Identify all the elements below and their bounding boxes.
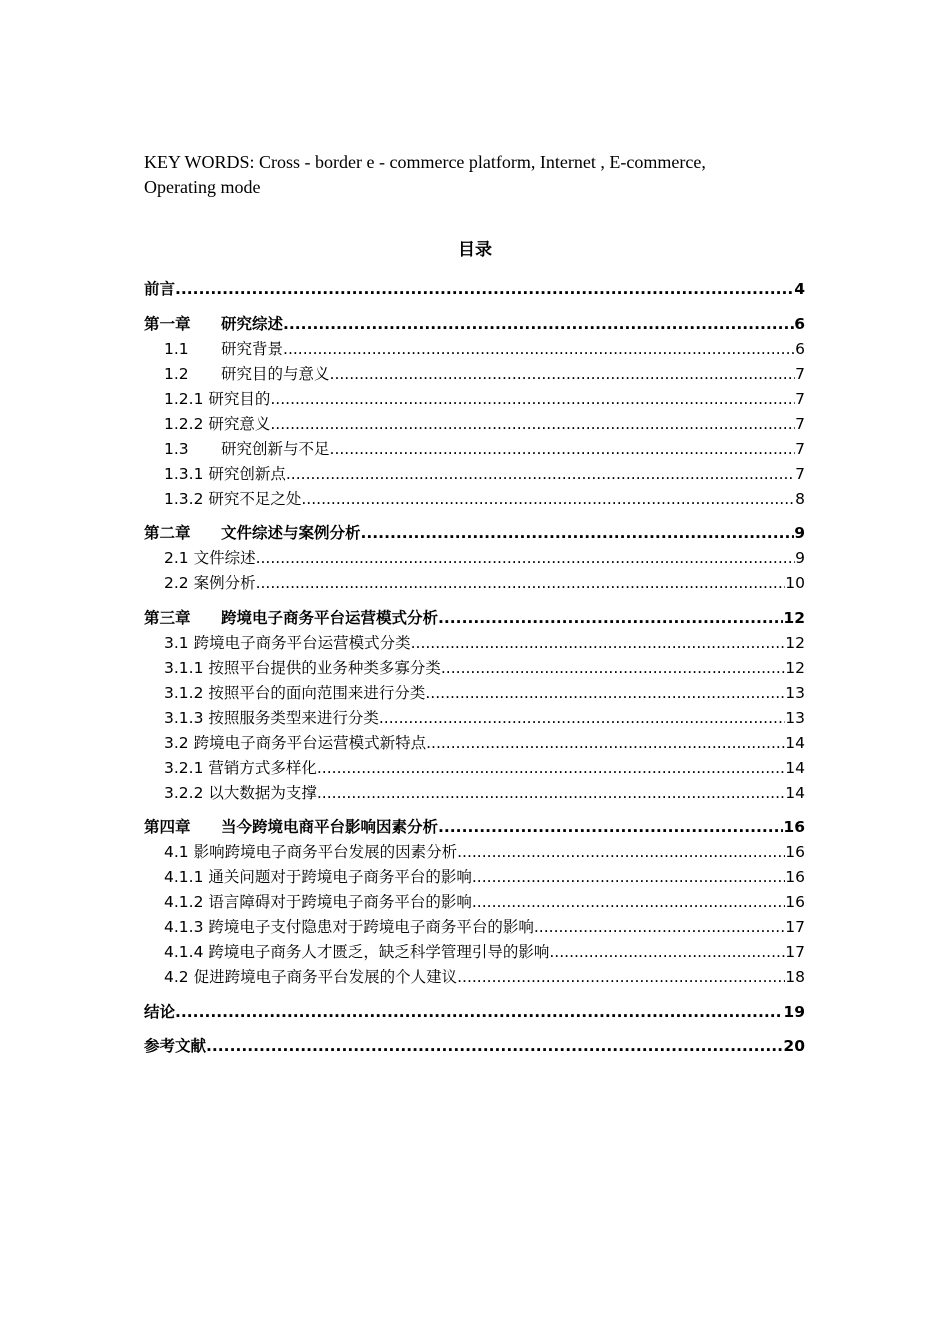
toc-entry-3-1-1[interactable] xyxy=(144,656,805,681)
toc-entry-2-1[interactable] xyxy=(144,546,805,571)
toc-entry-page: 17 xyxy=(785,918,805,936)
toc-leader-dots xyxy=(175,1000,783,1025)
toc-section-number: 1.1 xyxy=(164,339,189,358)
toc-entry-label: 4.1.1 通关问题对于跨境电子商务平台的影响 xyxy=(164,868,472,886)
toc-leader-dots xyxy=(286,462,795,487)
toc-leader-dots xyxy=(175,277,794,302)
toc-chapter-number: 第三章 xyxy=(144,608,191,627)
toc-leader-dots xyxy=(317,781,785,806)
toc-entry-page: 7 xyxy=(795,414,805,433)
toc-entry-4-1[interactable] xyxy=(144,840,805,865)
toc-entry-label: 研究背景 xyxy=(221,339,284,358)
toc-entry-page: 12 xyxy=(783,608,805,627)
toc-entry-4-1-3[interactable] xyxy=(144,915,805,940)
toc-entry-page: 8 xyxy=(795,489,805,508)
toc-entry-chapter-4[interactable] xyxy=(144,815,805,840)
toc-leader-dots xyxy=(283,312,794,337)
toc-leader-dots xyxy=(301,487,795,512)
toc-entry-1-3[interactable] xyxy=(144,437,805,462)
toc-leader-dots xyxy=(472,890,785,915)
toc-leader-dots xyxy=(270,387,795,412)
toc-entry-label: 研究目的与意义 xyxy=(221,364,330,383)
toc-entry-page: 13 xyxy=(785,708,805,727)
toc-entry-page: 20 xyxy=(783,1037,805,1055)
toc-chapter-number: 第二章 xyxy=(144,524,191,542)
toc-entry-1-2[interactable] xyxy=(144,362,805,387)
toc-leader-dots xyxy=(379,706,785,731)
toc-leader-dots xyxy=(256,546,796,571)
toc-entry-label: 1.3.1 研究创新点 xyxy=(164,464,286,483)
toc-entry-page: 4 xyxy=(794,280,805,298)
toc-leader-dots xyxy=(270,412,795,437)
toc-leader-dots xyxy=(438,815,783,840)
toc-entry-label: 3.1.2 按照平台的面向范围来进行分类 xyxy=(164,683,426,702)
toc-entry-page: 16 xyxy=(785,843,805,861)
toc-leader-dots xyxy=(411,631,786,656)
toc-entry-page: 14 xyxy=(785,758,805,777)
toc-entry-label: 3.2.1 营销方式多样化 xyxy=(164,758,317,777)
toc-leader-dots xyxy=(330,362,796,387)
toc-entry-label: 2.1 文件综述 xyxy=(164,549,256,567)
toc-entry-1-1[interactable] xyxy=(144,337,805,362)
toc-section-number: 1.3 xyxy=(164,439,189,458)
toc-entry-2-2[interactable] xyxy=(144,571,805,596)
toc-entry-label: 参考文献 xyxy=(144,1037,207,1055)
toc-entry-label: 文件综述与案例分析 xyxy=(221,524,361,542)
toc-section-number: 1.2 xyxy=(164,364,189,383)
toc-entry-page: 13 xyxy=(785,683,805,702)
toc-entry-label: 3.1.1 按照平台提供的业务种类多寡分类 xyxy=(164,658,441,677)
toc-entry-chapter-1[interactable] xyxy=(144,312,805,337)
toc-entry-page: 17 xyxy=(785,943,805,961)
toc-leader-dots xyxy=(256,571,786,596)
toc-entry-page: 6 xyxy=(794,314,805,333)
toc-entry-label: 3.1 跨境电子商务平台运营模式分类 xyxy=(164,633,411,652)
toc-entry-label: 结论 xyxy=(144,1002,176,1021)
toc-entry-preface[interactable] xyxy=(144,277,805,302)
toc-leader-dots xyxy=(330,437,796,462)
toc-entry-label: 研究创新与不足 xyxy=(221,439,330,458)
toc-leader-dots xyxy=(361,521,795,546)
toc-entry-page: 18 xyxy=(785,968,805,986)
toc-entry-page: 16 xyxy=(785,893,805,911)
toc-entry-label: 4.2 促进跨境电子商务平台发展的个人建议 xyxy=(164,968,458,986)
toc-entry-3-1-3[interactable] xyxy=(144,706,805,731)
toc-leader-dots xyxy=(283,337,795,362)
toc-entry-3-2[interactable] xyxy=(144,731,805,756)
toc-entry-3-2-1[interactable] xyxy=(144,756,805,781)
toc-entry-page: 19 xyxy=(783,1002,805,1021)
toc-entry-label: 4.1.2 语言障碍对于跨境电子商务平台的影响 xyxy=(164,893,472,911)
toc-entry-page: 6 xyxy=(795,339,805,358)
toc-entry-chapter-2[interactable] xyxy=(144,521,805,546)
toc-entry-4-1-4[interactable] xyxy=(144,940,805,965)
toc-entry-label: 前言 xyxy=(144,280,176,298)
toc-entry-1-2-2[interactable] xyxy=(144,412,805,437)
toc-entry-chapter-3[interactable] xyxy=(144,606,805,631)
toc-entry-3-1[interactable] xyxy=(144,631,805,656)
keywords-paragraph xyxy=(144,150,814,200)
toc-entry-label: 当今跨境电商平台影响因素分析 xyxy=(221,818,439,836)
toc-entry-1-3-1[interactable] xyxy=(144,462,805,487)
toc-entry-label: 4.1.4 跨境电子商务人才匮乏，缺乏科学管理引导的影响 xyxy=(164,943,550,961)
toc-entry-label: 3.1.3 按照服务类型来进行分类 xyxy=(164,708,379,727)
toc-entry-3-1-2[interactable] xyxy=(144,681,805,706)
toc-entry-page: 9 xyxy=(794,524,805,542)
toc-entry-page: 7 xyxy=(795,389,805,408)
toc-entry-page: 12 xyxy=(785,633,805,652)
toc-entry-label: 2.2 案例分析 xyxy=(164,574,256,592)
toc-entry-page: 12 xyxy=(785,658,805,677)
toc-entry-page: 9 xyxy=(795,549,805,567)
toc-leader-dots xyxy=(441,656,785,681)
toc-title: 目录 xyxy=(458,240,492,260)
toc-entry-label: 4.1.3 跨境电子支付隐患对于跨境电子商务平台的影响 xyxy=(164,918,534,936)
toc-leader-dots xyxy=(317,756,785,781)
toc-leader-dots xyxy=(534,915,785,940)
keywords-line-1: KEY WORDS: Cross - border e - commerce platform, Internet , E-commerce, xyxy=(144,152,706,172)
toc-entry-label: 1.2.1 研究目的 xyxy=(164,389,271,408)
toc-entry-label: 1.2.2 研究意义 xyxy=(164,414,271,433)
keywords-line-2: Operating mode xyxy=(144,177,261,197)
toc-entry-4-1-1[interactable] xyxy=(144,865,805,890)
toc-entry-label: 1.3.2 研究不足之处 xyxy=(164,489,302,508)
toc-entry-4-2[interactable] xyxy=(144,965,805,990)
toc-chapter-number: 第四章 xyxy=(144,818,191,836)
toc-leader-dots xyxy=(425,681,785,706)
toc-chapter-number: 第一章 xyxy=(144,314,191,333)
toc-entry-page: 10 xyxy=(785,574,805,592)
toc-entry-3-2-2[interactable] xyxy=(144,781,805,806)
toc-leader-dots xyxy=(472,865,785,890)
toc-entry-label: 3.2 跨境电子商务平台运营模式新特点 xyxy=(164,733,427,752)
toc-entry-page: 16 xyxy=(785,868,805,886)
toc-entry-label: 跨境电子商务平台运营模式分析 xyxy=(221,608,439,627)
toc-entry-page: 14 xyxy=(785,783,805,802)
toc-entry-page: 7 xyxy=(795,364,805,383)
table-of-contents xyxy=(144,277,805,1059)
toc-leader-dots xyxy=(426,731,785,756)
toc-leader-dots xyxy=(549,940,785,965)
toc-entry-label: 研究综述 xyxy=(221,314,284,333)
toc-leader-dots xyxy=(457,840,785,865)
toc-entry-1-3-2[interactable] xyxy=(144,487,805,512)
toc-entry-page: 7 xyxy=(795,439,805,458)
toc-entry-page: 7 xyxy=(795,464,805,483)
toc-entry-page: 16 xyxy=(783,818,805,836)
toc-entry-label: 4.1 影响跨境电子商务平台发展的因素分析 xyxy=(164,843,458,861)
toc-leader-dots xyxy=(438,606,783,631)
toc-leader-dots xyxy=(457,965,785,990)
toc-entry-references[interactable] xyxy=(144,1034,805,1059)
toc-entry-conclusion[interactable] xyxy=(144,1000,805,1025)
toc-entry-label: 3.2.2 以大数据为支撑 xyxy=(164,783,317,802)
toc-entry-4-1-2[interactable] xyxy=(144,890,805,915)
toc-leader-dots xyxy=(206,1034,783,1059)
toc-entry-1-2-1[interactable] xyxy=(144,387,805,412)
toc-entry-page: 14 xyxy=(785,733,805,752)
